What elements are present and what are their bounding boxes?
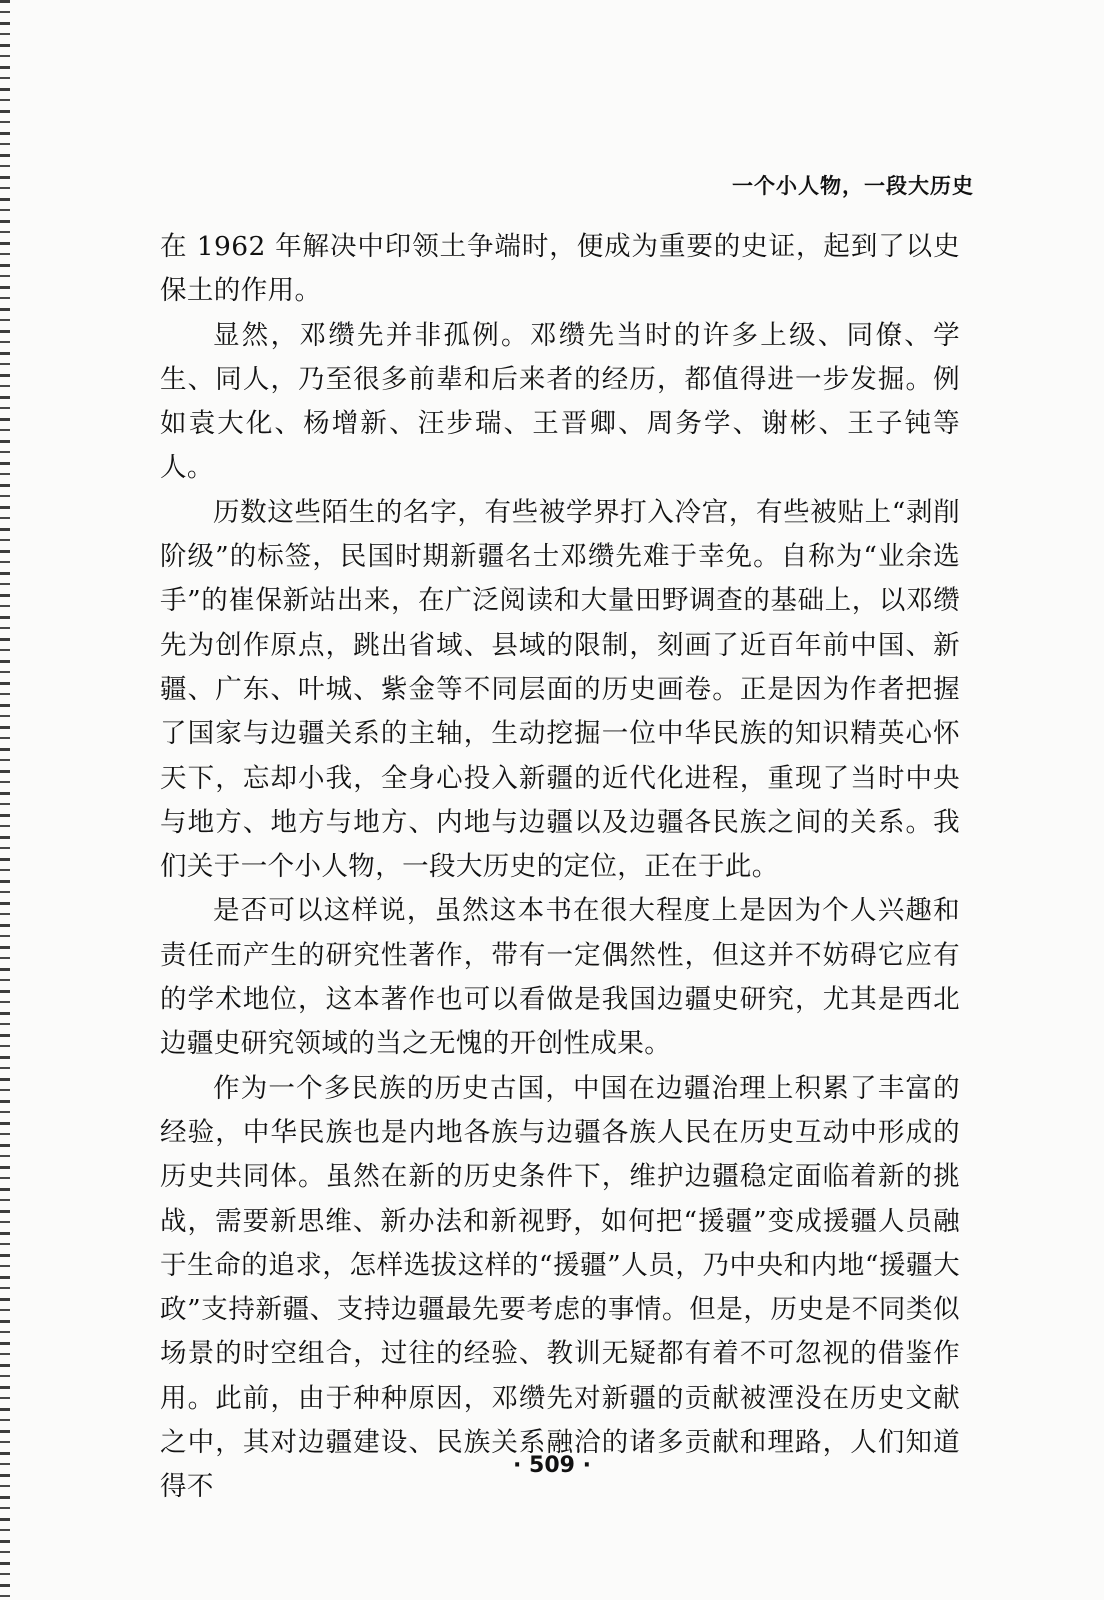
body-text bbox=[160, 225, 960, 1510]
running-header: 一个小人物，一段大历史 bbox=[732, 174, 974, 198]
paragraph: 是否可以这样说，虽然这本书在很大程度上是因为个人兴趣和责任而产生的研究性著作，带有一定偶然性，但这并不妨碍它应有的学术地位，这本著作也可以看做是我国边疆史研究，尤其是西北边疆史研究领域的当之无愧的开创性成果。 bbox=[160, 895, 960, 1060]
paragraph: 作为一个多民族的历史古国，中国在边疆治理上积累了丰富的经验，中华民族也是内地各族与边疆各族人民在历史互动中形成的历史共同体。虽然在新的历史条件下，维护边疆稳定面临着新的挑战，需要新思维、新办法和新视野，如何把“援疆”变成援疆人员融于生命的追求，怎样选拔这样的“援疆”人员，乃中央和内地“援疆大政”支持新疆、支持边疆最先要考虑的事情。但是，历史是不同类似场景的时空组合，过往的经验、教训无疑都有着不可忽视的借鉴作用。此前，由于种种原因，邓缵先对新疆的贡献被湮没在历史文献之中，其对边疆建设、民族关系融洽的诸多贡献和理路，人们知道得不 bbox=[160, 1072, 960, 1503]
scan-binding-edge bbox=[0, 0, 10, 1600]
paragraph: 历数这些陌生的名字，有些被学界打入冷宫，有些被贴上“剥削阶级”的标签，民国时期新疆名士邓缵先难于幸免。自称为“业余选手”的崔保新站出来，在广泛阅读和大量田野调查的基础上，以邓缵先为创作原点，跳出省域、县域的限制，刻画了近百年前中国、新疆、广东、叶城、紫金等不同层面的历史画卷。正是因为作者把握了国家与边疆关系的主轴，生动挖掘一位中华民族的知识精英心怀天下，忘却小我，全身心投入新疆的近代化进程，重现了当时中央与地方、地方与地方、内地与边疆以及边疆各民族之间的关系。我们关于一个小人物，一段大历史的定位，正在于此。 bbox=[160, 496, 960, 883]
paragraph-continued: 在 1962 年解决中印领土争端时，便成为重要的史证，起到了以史保土的作用。 bbox=[160, 231, 960, 307]
page-number: · 509 · bbox=[513, 1453, 591, 1478]
paragraph: 显然，邓缵先并非孤例。邓缵先当时的许多上级、同僚、学生、同人，乃至很多前辈和后来者的经历，都值得进一步发掘。例如袁大化、杨增新、汪步瑞、王晋卿、周务学、谢彬、王子钝等人。 bbox=[160, 319, 960, 484]
